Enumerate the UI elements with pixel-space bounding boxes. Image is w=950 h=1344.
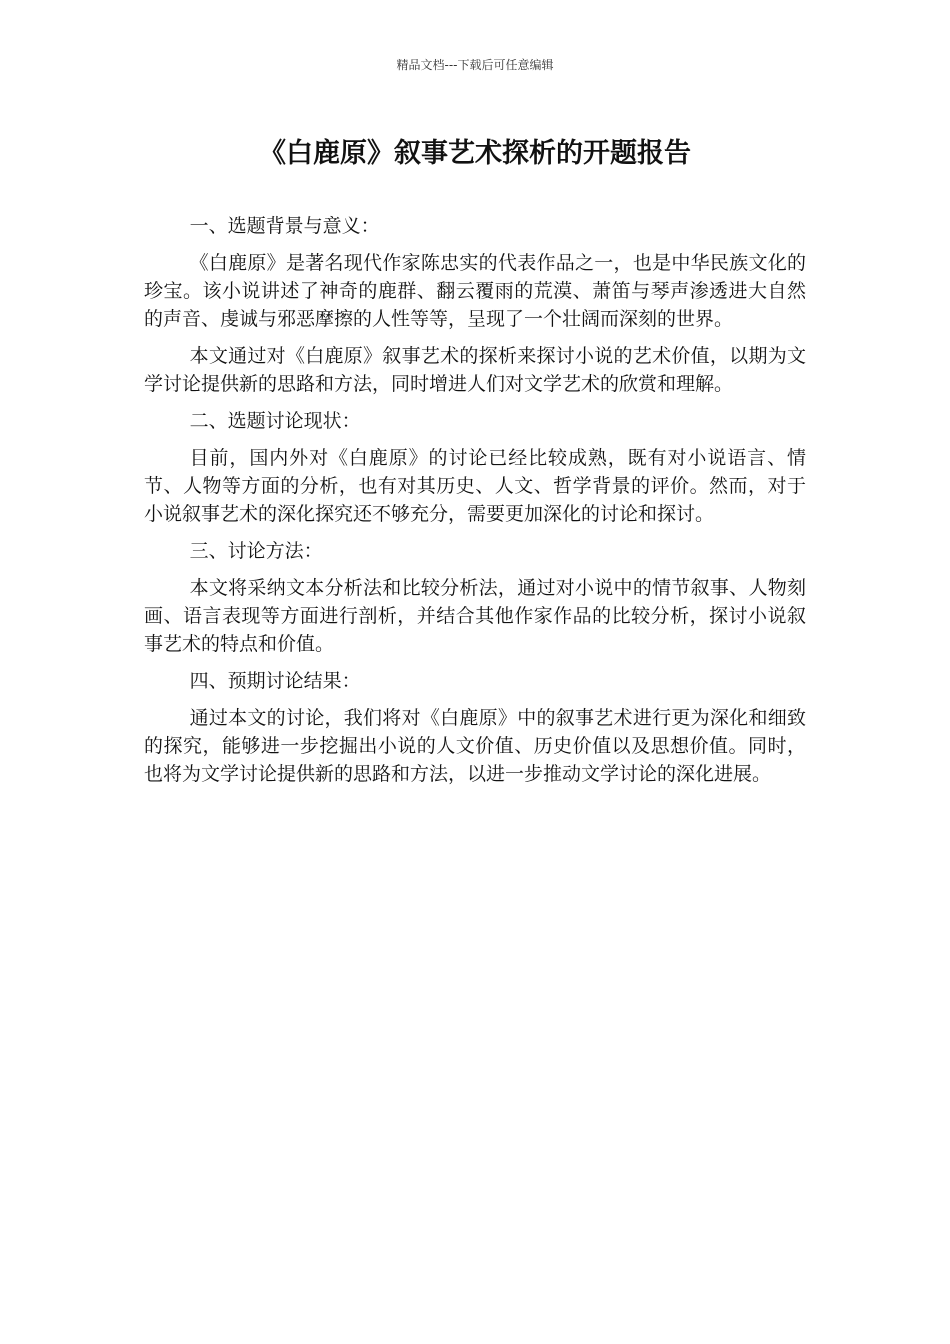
document-body	[144, 212, 806, 797]
section-heading: 三、讨论方法：	[189, 540, 323, 562]
paragraph: 目前，国内外对《白鹿原》的讨论已经比较成熟，既有对小说语言、情节、人物等方面的分析，也有对其历史、人文、哲学背景的评价。然而，对于小说叙事艺术的深化探究还不够充分，需要更加深化的讨论和探讨。	[144, 447, 806, 525]
section-heading: 二、选题讨论现状：	[189, 410, 361, 432]
document-title: 《白鹿原》叙事艺术探析的开题报告	[259, 138, 691, 169]
section-research-status	[144, 407, 806, 528]
section-heading: 一、选题背景与意义：	[189, 215, 380, 237]
section-background	[144, 212, 806, 398]
section-heading: 四、预期讨论结果：	[189, 670, 361, 692]
paragraph: 本文通过对《白鹿原》叙事艺术的探析来探讨小说的艺术价值，以期为文学讨论提供新的思路和方法，同时增进人们对文学艺术的欣赏和理解。	[144, 345, 806, 395]
paragraph: 通过本文的讨论，我们将对《白鹿原》中的叙事艺术进行更为深化和细致的探究，能够进一步挖掘出小说的人文价值、历史价值以及思想价值。同时，也将为文学讨论提供新的思路和方法，以进一步推动文学讨论的深化进展。	[144, 707, 806, 785]
section-expected-results	[144, 667, 806, 788]
section-methods	[144, 537, 806, 658]
paragraph: 本文将采纳文本分析法和比较分析法，通过对小说中的情节叙事、人物刻画、语言表现等方面进行剖析，并结合其他作家作品的比较分析，探讨小说叙事艺术的特点和价值。	[144, 577, 806, 655]
header-note: 精品文档---下载后可任意编辑	[396, 58, 554, 72]
paragraph: 《白鹿原》是著名现代作家陈忠实的代表作品之一，也是中华民族文化的珍宝。该小说讲述了神奇的鹿群、翻云覆雨的荒漠、萧笛与琴声渗透进大自然的声音、虔诚与邪恶摩擦的人性等等，呈现了一个壮阔而深刻的世界。	[144, 252, 806, 330]
